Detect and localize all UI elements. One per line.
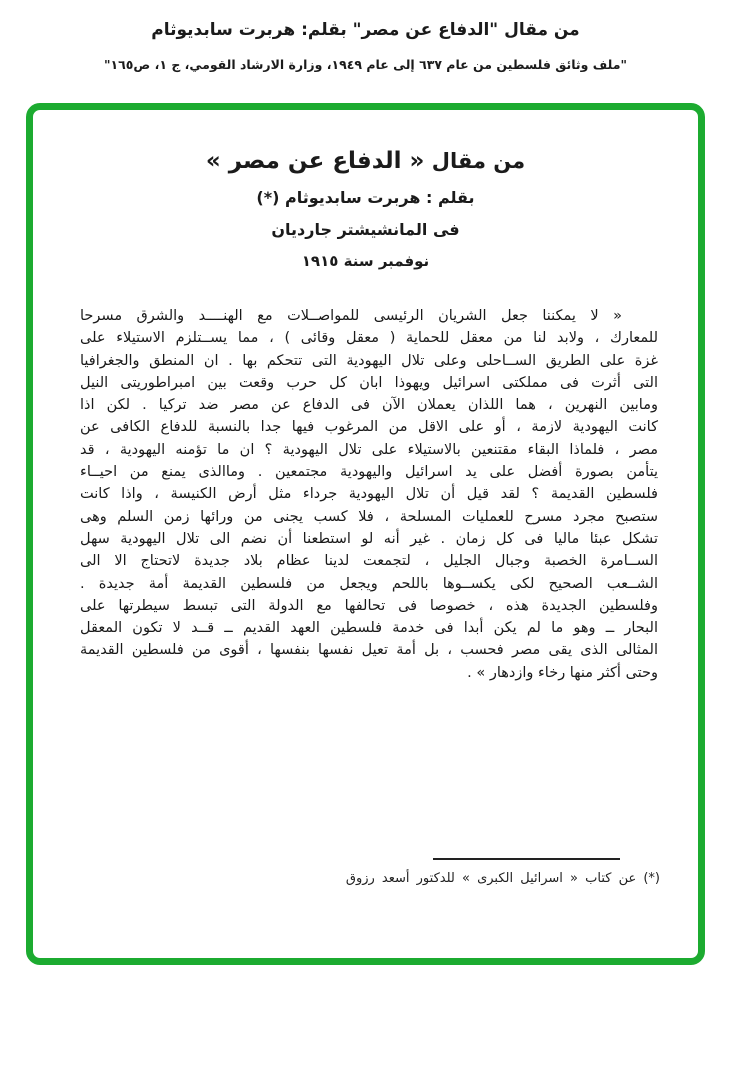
article-byline: بقلم : هربرت سابديوثام (*) xyxy=(256,188,475,207)
body-line: للمعارك ، ولابد لنا من معقل للحماية ( معقل وقائى ) ، مما يســتلزم الاستيلاء على xyxy=(80,330,658,347)
body-line: ستصبح مجرد مسرح للعمليات المسلحة ، فلا كسب يجنى من ورائها زمن السلم وهى xyxy=(80,508,658,525)
body-line: تشكل عبئا ماليا فى كل زمان . غير أنه لو استطعنا أن نضم الى تلال اليهودية سهل xyxy=(80,530,658,547)
body-line: فلسطين القديمة ؟ لقد قيل أن تلال اليهودية جرداء مثل أرض الكنيسة ، واذا كانت xyxy=(80,486,658,503)
body-line: الشــعب الصحيح لكى يكســوها باللحم ويجعل من فلسطين القديمة أمة جديدة . xyxy=(80,575,658,592)
footnote-text: (*) عن كتاب « اسرائيل الكبرى » للدكتور أسعد رزوق xyxy=(345,871,660,886)
body-line: المثالى الذى يقى مصر فحسب ، بل أمة تعيل نفسها بنفسها ، أقوى من فلسطين القديمة xyxy=(80,642,658,659)
body-line: كانت اليهودية لازمة ، أو على الاقل من المرغوب فيها جدا بالنسبة للدفاع الكافى عن xyxy=(80,419,658,436)
body-line: وحتى أكثر منها رخاء وازدهار » . xyxy=(467,664,658,681)
article-title xyxy=(0,148,731,174)
body-line: يتأمن بصورة أفضل على يد اسرائيل واليهودية مجتمعين . وماالذى يمنع من احيــاء xyxy=(80,464,658,481)
footnote-divider xyxy=(433,858,620,860)
article-title-prefix: من مقال xyxy=(431,149,526,173)
body-line: وفلسطين الجديدة هذه ، خصوصا فى تحالفها مع الدولة التى تبسط سيطرتها على xyxy=(80,597,658,614)
body-line: البحار ــ وهو ما لم يكن أبدا فى خدمة فلسطين العهد القديم ــ قــد لا تكون المعقل xyxy=(80,620,658,637)
body-line: ومابين النهرين ، هما اللذان يعملان الآن فى الدفاع عن مصر ضد تركيا . لكن اذا xyxy=(80,397,658,414)
body-line: الســامرة الخصبة وجبال الجليل ، لتجمعت لدينا عظام بلاد جديدة لاتحتاج الا الى xyxy=(80,553,658,570)
body-line: « لا يمكننا جعل الشريان الرئيسى للمواصــلات مع الهنــــد والشرق مسرحا xyxy=(80,308,622,324)
article-body xyxy=(80,305,658,684)
body-line: التى أثرت فى مملكتى اسرائيل ويهوذا ابان كل حرب وقعت بين امبراطوريتى النيل xyxy=(80,374,658,391)
body-line: مصر ، فلماذا البقاء مقتنعين بالاستيلاء على تلال اليهودية ؟ ان ما تؤمنه اليهودية ، قد xyxy=(80,441,658,458)
article-title-main: « الدفاع عن مصر » xyxy=(205,148,425,174)
header-citation-line: "ملف وثائق فلسطين من عام ٦٣٧ إلى عام ١٩٤٩، وزارة الارشاد القومي، ج ١، ص١٦٥" xyxy=(104,57,627,72)
article-publication: فى المانشيشتر جارديان xyxy=(271,220,460,239)
body-line: غزة على الطريق الســاحلى وعلى تلال اليهودية التى تتحكم بها . ان المنطق والجغرافيا xyxy=(80,352,658,369)
article-date: نوفمبر سنة ١٩١٥ xyxy=(301,252,430,270)
header-source-line: من مقال "الدفاع عن مصر" بقلم: هربرت سابديوثام xyxy=(151,20,580,40)
